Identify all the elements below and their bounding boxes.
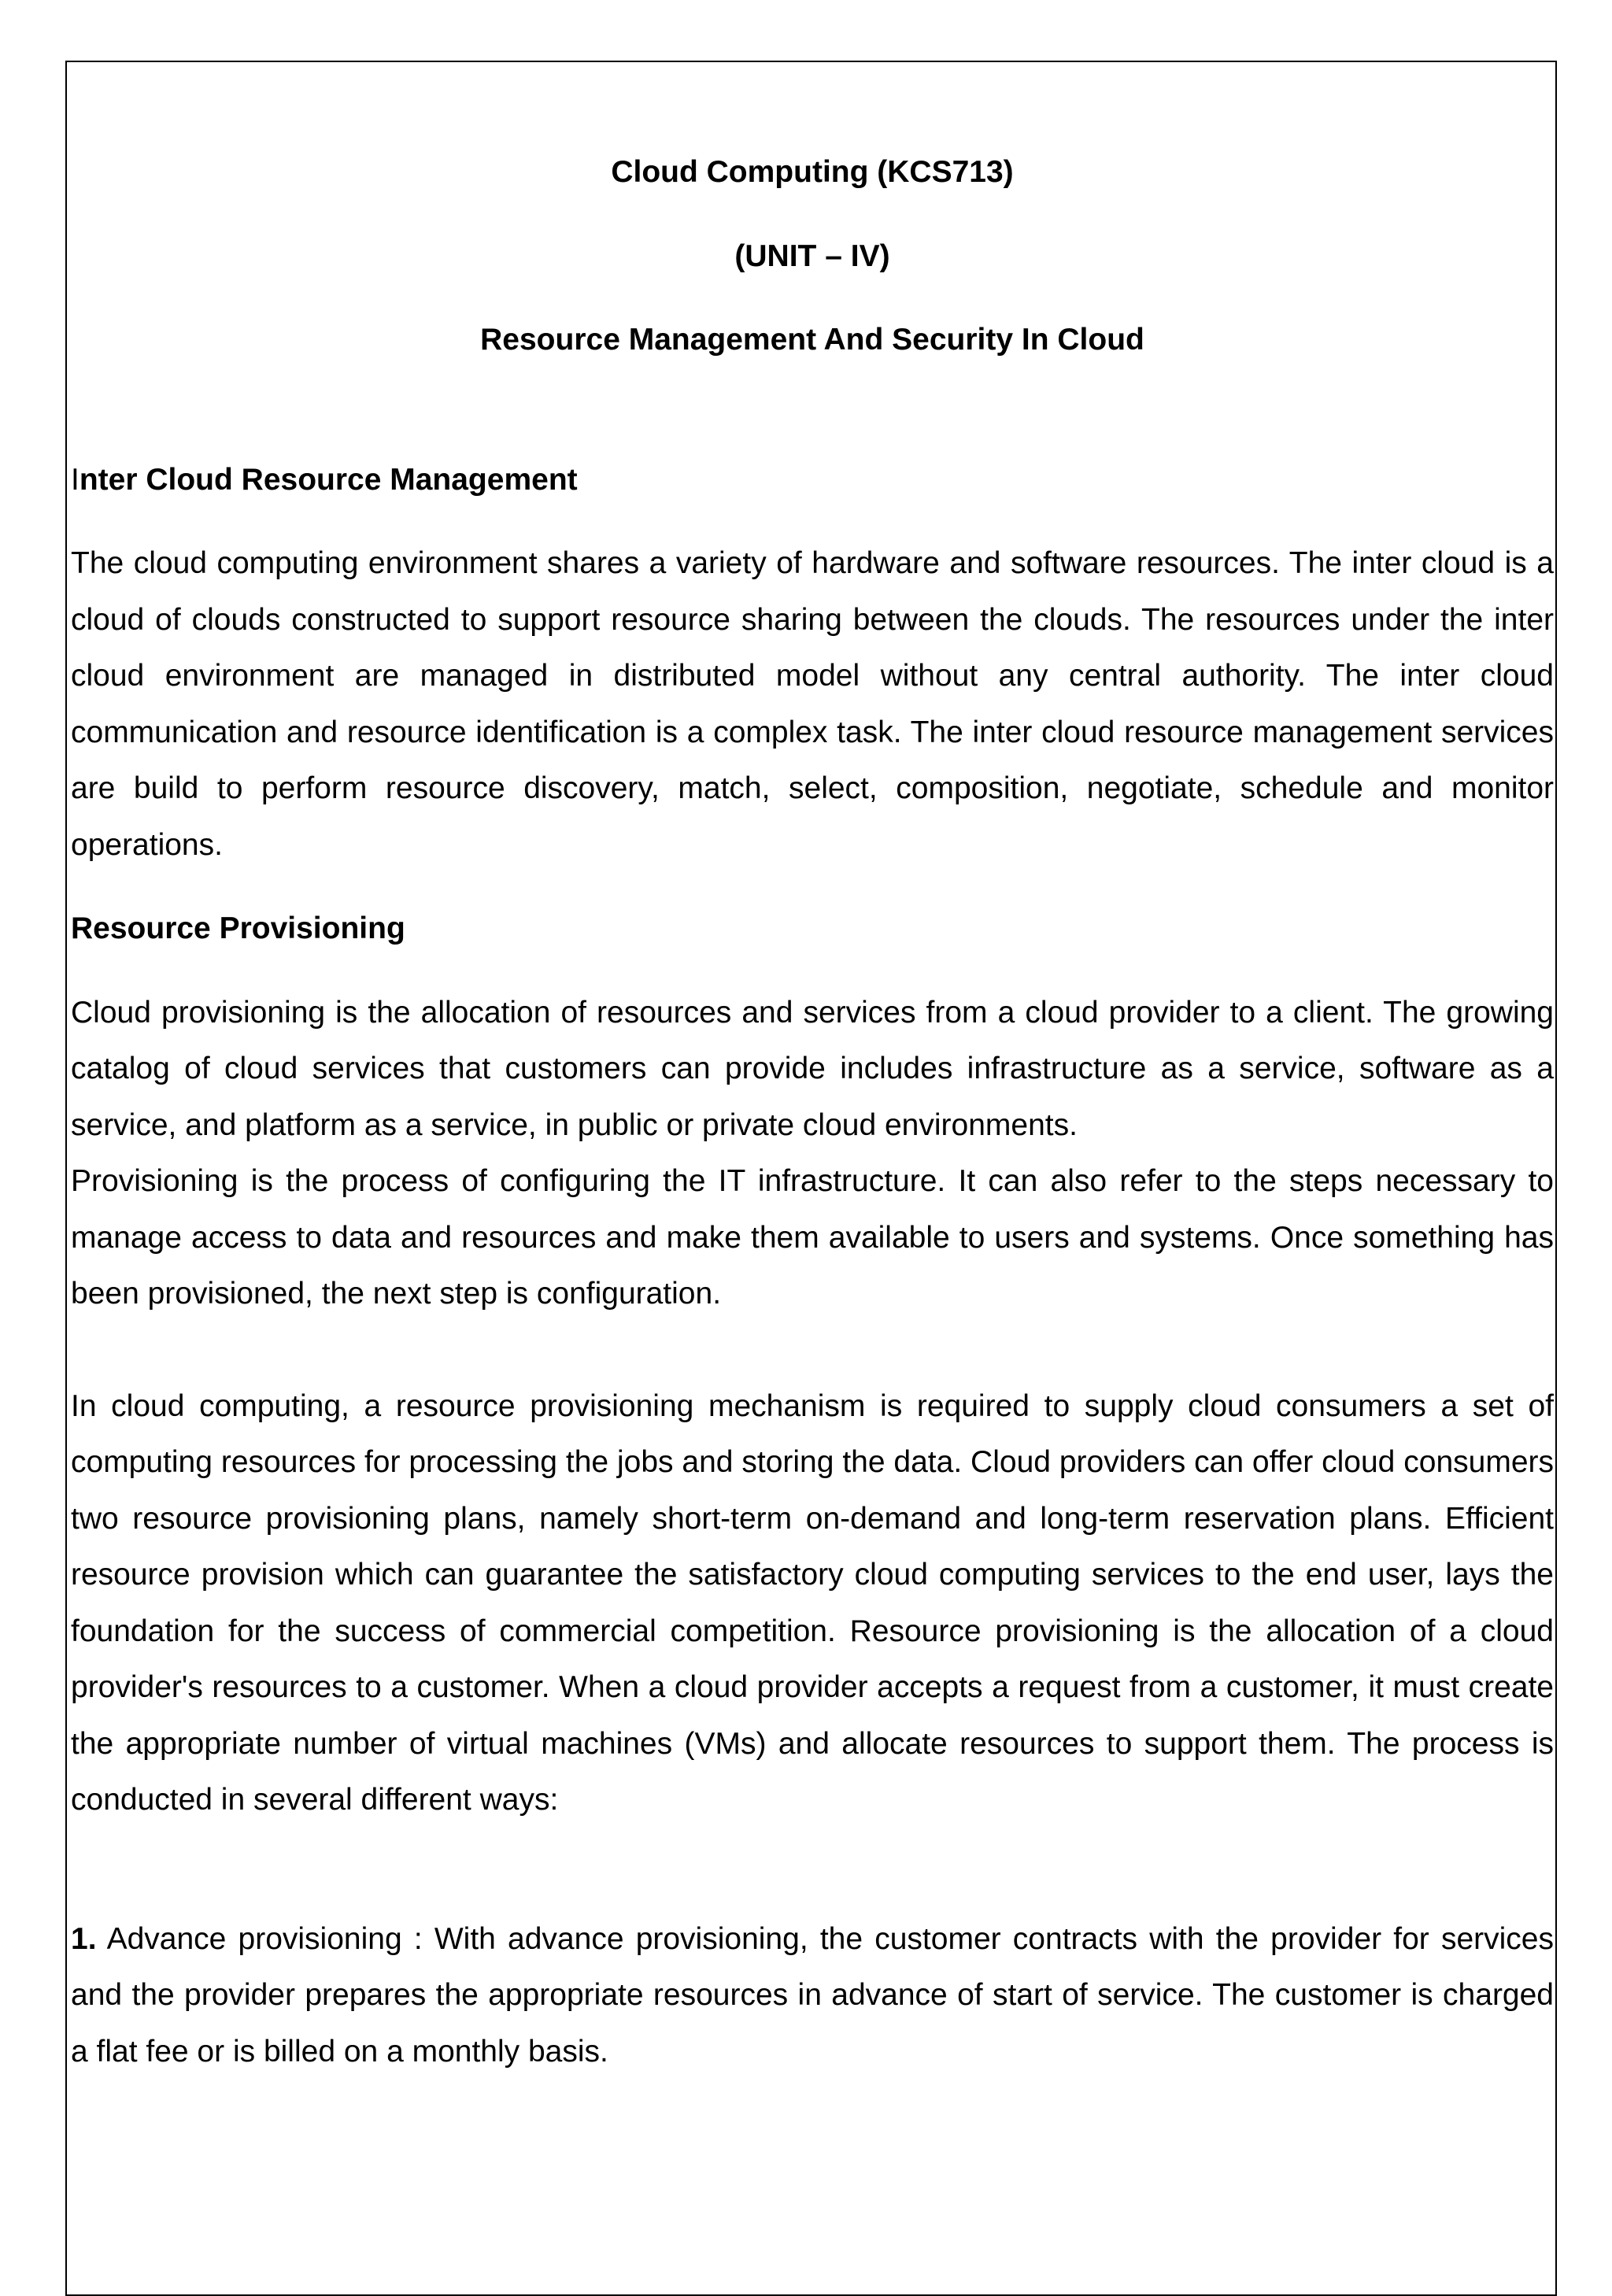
- provisioning-paragraph-2: Provisioning is the process of configuring the IT infrastructure. It can also refer to the steps necessary to manage access to data and resources and make them available to users and systems. Once something has been provisioned, the next step is configuration.: [71, 1164, 1554, 1311]
- spacer: [71, 1828, 1554, 1911]
- course-title: Cloud Computing (KCS713): [611, 155, 1014, 189]
- section-heading-inter-cloud: [71, 452, 1554, 508]
- heading-rest: nter Cloud Resource Management: [79, 462, 578, 497]
- section-heading-provisioning: Resource Provisioning: [71, 911, 405, 945]
- chapter-title: Resource Management And Security In Cloud: [480, 323, 1144, 357]
- inter-cloud-paragraph: The cloud computing environment shares a variety of hardware and software resources. The inter cloud is a cloud of clouds constructed to support resource sharing between the clouds. The resources under the inter cloud environment are managed in distributed model without any central authority. The inter cloud communication and resource identification is a complex task. The inter cloud resource management services are build to perform resource discovery, match, select, composition, negotiate, schedule and monitor operations.: [71, 546, 1554, 862]
- provisioning-paragraph-3: In cloud computing, a resource provisioning mechanism is required to supply cloud consumers a set of computing resources for processing the jobs and storing the data. Cloud providers can offer cloud consumers two resource provisioning plans, namely short-term on-demand and long-term reservation plans. Efficient resource provision which can guarantee the satisfactory cloud computing services to the end user, lays the foundation for the success of commercial competition. Resource provisioning is the allocation of a cloud provider's resources to a customer. When a cloud provider accepts a request from a customer, it must create the appropriate number of virtual machines (VMs) and allocate resources to support them. The process is conducted in several different ways:: [71, 1388, 1554, 1817]
- heading-first-letter: I: [71, 462, 79, 497]
- provisioning-paragraph-1: Cloud provisioning is the allocation of resources and services from a cloud provider to a client. The growing catalog of cloud services that customers can provide includes infrastructure as a service, software as a service, and platform as a service, in public or private cloud environments.: [71, 995, 1554, 1142]
- document-body: [71, 144, 1554, 2080]
- list-item-number: 1.: [71, 1921, 97, 1956]
- spacer: [71, 1322, 1554, 1378]
- spacer: [71, 396, 1554, 452]
- list-item: [71, 1911, 1554, 2080]
- list-item-text: Advance provisioning : With advance provisioning, the customer contracts with the provider for services and the provider prepares the appropriate resources in advance of start of service. The customer is charged a flat fee or is billed on a monthly basis.: [71, 1921, 1554, 2069]
- unit-title: (UNIT – IV): [734, 238, 890, 273]
